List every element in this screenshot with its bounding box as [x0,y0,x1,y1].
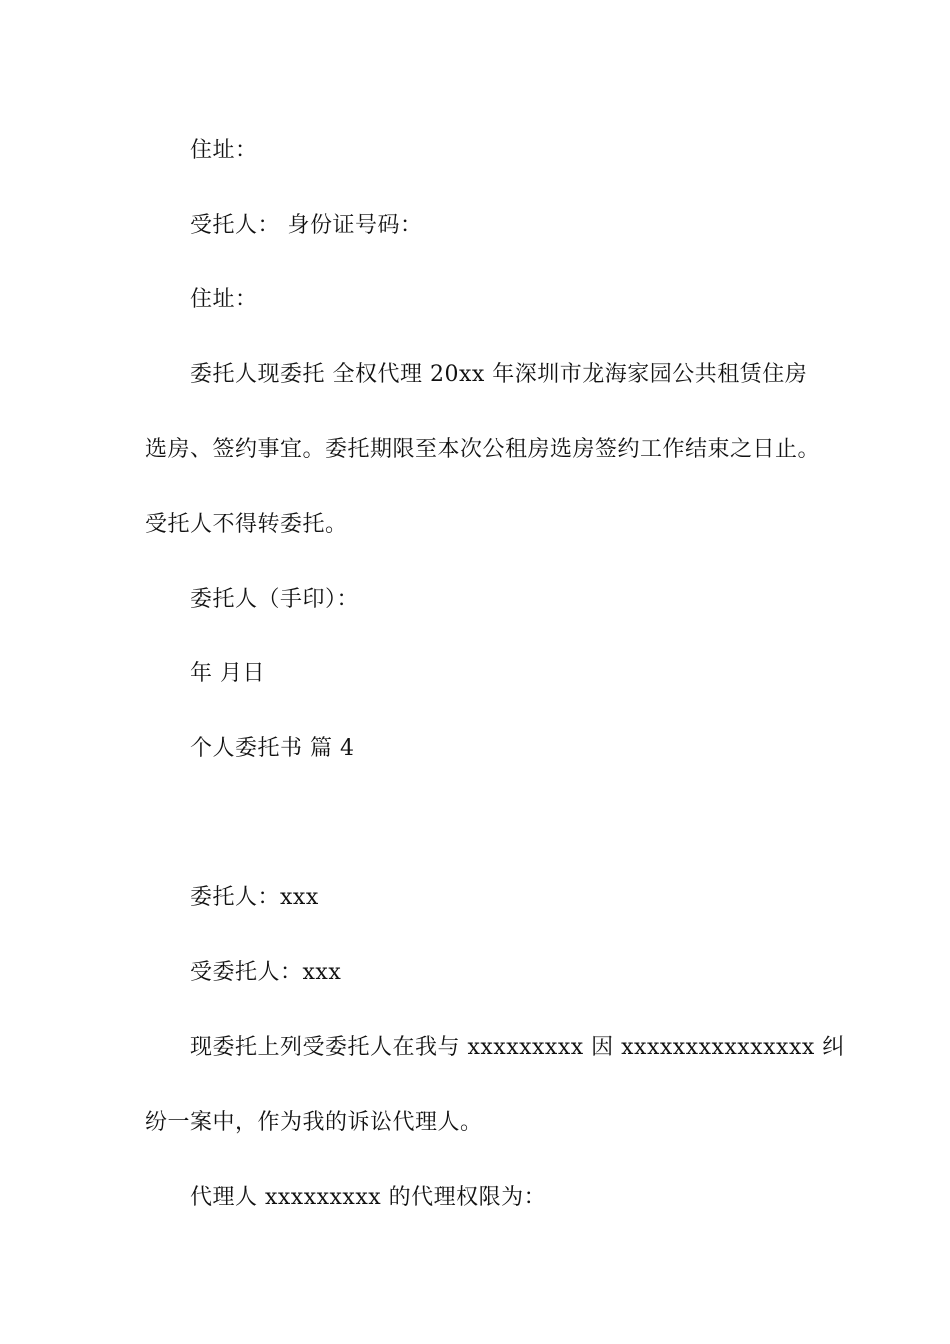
section-title: 个人委托书 篇 4 [190,736,355,761]
paragraph-line: 委托人现委托 全权代理 20xx 年深圳市龙海家园公共租赁住房 [190,362,808,387]
address-label-2: 住址： [190,287,258,312]
paragraph-line: 受托人不得转委托。 [145,512,348,537]
authority-line: 代理人 xxxxxxxxx 的代理权限为： [190,1185,547,1210]
trustee-id-line: 受托人： 身份证号码： [190,213,423,238]
paragraph-line: 现委托上列受委托人在我与 xxxxxxxxx 因 xxxxxxxxxxxxxxx 纠 [190,1035,845,1060]
paragraph-line: 纷一案中，作为我的诉讼代理人。 [145,1110,483,1135]
address-label-1: 住址： [190,138,258,163]
agent-line: 受委托人：xxx [190,960,342,985]
principal-line: 委托人：xxx [190,885,319,910]
date-line: 年 月日 [190,661,265,686]
paragraph-line: 选房、签约事宜。委托期限至本次公租房选房签约工作结束之日止。 [145,437,821,462]
signature-label: 委托人（手印）： [190,587,360,612]
